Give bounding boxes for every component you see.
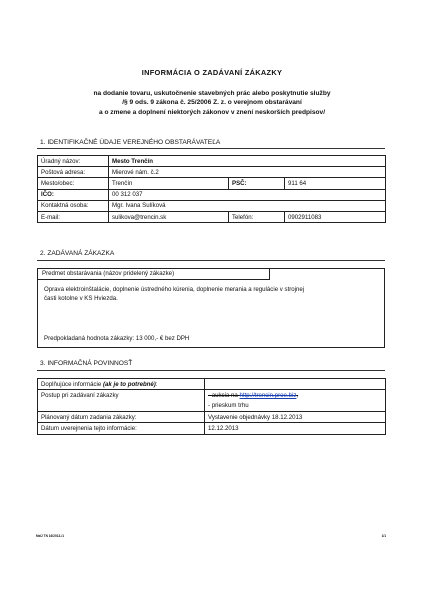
footer-page-number: 1/1 (381, 534, 386, 538)
city-value: Trenčín (109, 178, 229, 189)
postal-address-label: Poštová adresa: (38, 167, 109, 178)
table-row (38, 390, 386, 412)
document-subtitle (40, 89, 384, 117)
phone-label: Telefón: (229, 211, 285, 222)
estimated-value: Predpokladaná hodnota zákazky: 13 000,- € bez DPH (44, 335, 190, 342)
phone-value: 0902911083 (285, 211, 386, 222)
contact-person-label: Kontaktná osoba: (38, 200, 109, 211)
email-value: sulikova@trencin.sk (109, 211, 229, 222)
auction-link[interactable]: http://trencin.proe.biz (239, 392, 297, 400)
subject-label: Predmet obstarávania (názov pridelený zákazke) (38, 269, 270, 280)
psc-label: PSČ: (229, 178, 285, 189)
planned-date-label: Plánovaný dátum zadania zákazky: (38, 412, 205, 423)
procedure-value (205, 390, 386, 412)
published-date-value: 12.12.2013 (205, 423, 386, 434)
section3-heading: 3. INFORMAČNÁ POVINNOSŤ (40, 360, 133, 367)
psc-value: 911 64 (285, 178, 386, 189)
description-line: Oprava elektroinštalácie, doplnenie ústredného kúrenia, doplnenie merania a regulácie v strojnej (44, 286, 305, 293)
contracting-authority-table (37, 155, 386, 223)
table-row (38, 211, 386, 222)
footer-reference: MsÚ TN 16/2013-/1 (36, 534, 64, 538)
subtitle-line: a o zmene a doplnení niektorých zákonov v znení neskorších predpisov/ (98, 108, 326, 116)
postal-address-value: Mierové nám. č.2 (109, 167, 386, 178)
supplementary-info-text: Doplňujúce informácie (41, 380, 102, 388)
official-name-label: Úradný názov: (38, 156, 109, 167)
section2-heading: 2. ZADÁVANÁ ZÁKAZKA (40, 250, 115, 257)
email-label: E-mail: (38, 211, 109, 222)
section2-rule (37, 260, 385, 261)
published-date-label: Dátum uverejnenia tejto informácie: (38, 423, 205, 434)
subtitle-line: /§ 9 ods. 9 zákona č. 25/2006 Z. z. o verejnom obstarávaní (122, 99, 302, 107)
city-label: Mesto/obec: (38, 178, 109, 189)
supplementary-info-colon: : (155, 380, 158, 388)
procedure-label: Postup pri zadávaní zákazky (38, 390, 205, 412)
table-row (38, 189, 386, 200)
procedure-option-market-survey: - prieskum trhu (208, 402, 249, 410)
table-row (38, 178, 386, 189)
subtitle-line: na dodanie tovaru, uskutočnenie stavebných prác alebo poskytnutie služby (93, 90, 331, 97)
table-row (38, 167, 386, 178)
table-row (38, 379, 386, 390)
table-row (38, 423, 386, 434)
table-row (38, 156, 386, 167)
supplementary-info-value (205, 379, 386, 390)
procedure-option-suffix: , (296, 392, 299, 400)
table-row (38, 200, 386, 211)
contract-subject-box (37, 268, 385, 348)
information-duty-table (37, 378, 386, 435)
description-line: časti kotolne v KS Hviezda. (44, 294, 118, 302)
section1-heading: 1. IDENTIFIKAČNÉ ÚDAJE VEREJNÉHO OBSTARÁVATEĽA (40, 139, 221, 146)
section1-rule (37, 148, 385, 149)
supplementary-info-note: (ak je to potrebné) (103, 380, 156, 388)
contact-person-value: Mgr. Ivana Sulíková (109, 200, 386, 211)
official-name-value: Mesto Trenčín (109, 156, 386, 167)
procedure-option-auction (208, 391, 382, 401)
procedure-option-prefix: - aukcia na (208, 392, 240, 400)
subject-description (44, 286, 380, 303)
ico-value: 00 312 037 (109, 189, 386, 200)
section3-rule (37, 370, 385, 371)
document-title: INFORMÁCIA O ZADÁVANÍ ZÁKAZKY (141, 68, 283, 77)
planned-date-value: Vystavenie objednávky 18.12.2013 (205, 412, 386, 423)
ico-label: IČO: (38, 189, 109, 200)
supplementary-info-label (38, 379, 205, 390)
table-row (38, 412, 386, 423)
